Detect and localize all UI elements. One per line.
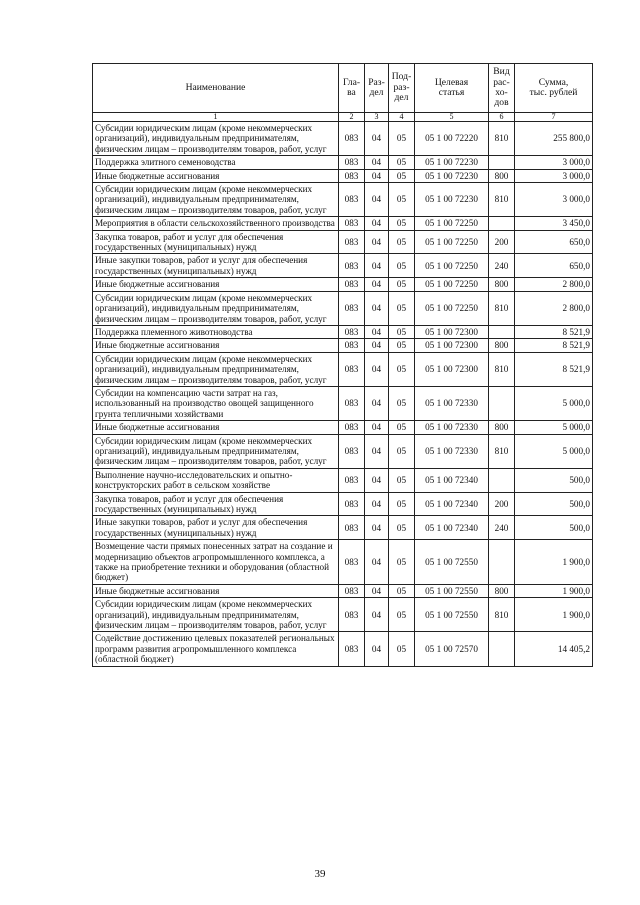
row-glava: 083 — [339, 434, 365, 468]
row-glava: 083 — [339, 230, 365, 254]
row-target-article: 05 1 00 72250 — [415, 254, 489, 278]
budget-sheet — [92, 63, 592, 667]
row-sum: 3 000,0 — [515, 156, 593, 169]
row-name: Поддержка племенного животноводства — [93, 325, 339, 338]
table-row — [93, 421, 593, 434]
row-name: Иные бюджетные ассигнования — [93, 339, 339, 352]
row-expense-type — [489, 217, 515, 230]
table-row — [93, 352, 593, 386]
row-target-article: 05 1 00 72250 — [415, 278, 489, 291]
row-name: Поддержка элитного семеноводства — [93, 156, 339, 169]
row-name: Субсидии юридическим лицам (кроме некоммерческих организаций), индивидуальным предпринимателям, физическим лицам – производителям товаров, работ, услуг — [93, 598, 339, 632]
row-expense-type: 200 — [489, 230, 515, 254]
row-podrazdel: 05 — [389, 492, 415, 516]
row-glava: 083 — [339, 339, 365, 352]
column-number-row — [93, 113, 593, 122]
header-glava: Гла- ва — [339, 64, 365, 113]
table-row — [93, 156, 593, 169]
row-name: Иные бюджетные ассигнования — [93, 169, 339, 182]
row-podrazdel: 05 — [389, 468, 415, 492]
budget-table — [92, 63, 593, 667]
row-expense-type: 240 — [489, 516, 515, 540]
header-razdel: Раз- дел — [365, 64, 389, 113]
table-row — [93, 540, 593, 585]
table-row — [93, 217, 593, 230]
row-glava: 083 — [339, 516, 365, 540]
table-row — [93, 339, 593, 352]
row-glava: 083 — [339, 156, 365, 169]
row-sum: 3 450,0 — [515, 217, 593, 230]
row-name: Субсидии юридическим лицам (кроме некоммерческих организаций), индивидуальным предпринимателям, физическим лицам – производителям товаров, работ, услуг — [93, 183, 339, 217]
table-row — [93, 183, 593, 217]
table-row — [93, 169, 593, 182]
row-sum: 500,0 — [515, 516, 593, 540]
row-glava: 083 — [339, 169, 365, 182]
row-target-article: 05 1 00 72220 — [415, 122, 489, 156]
row-sum: 14 405,2 — [515, 632, 593, 666]
row-sum: 5 000,0 — [515, 421, 593, 434]
row-name: Субсидии юридическим лицам (кроме некоммерческих организаций), индивидуальным предпринимателям, физическим лицам – производителям товаров, работ, услуг — [93, 291, 339, 325]
row-name: Закупка товаров, работ и услуг для обеспечения государственных (муниципальных) нужд — [93, 230, 339, 254]
row-podrazdel: 05 — [389, 122, 415, 156]
page-number: 39 — [314, 868, 326, 880]
row-razdel: 04 — [365, 540, 389, 585]
row-glava: 083 — [339, 632, 365, 666]
row-name: Закупка товаров, работ и услуг для обеспечения государственных (муниципальных) нужд — [93, 492, 339, 516]
row-target-article: 05 1 00 72250 — [415, 230, 489, 254]
table-row — [93, 230, 593, 254]
row-name: Субсидии юридическим лицам (кроме некоммерческих организаций), индивидуальным предпринимателям, физическим лицам – производителям товаров, работ, услуг — [93, 434, 339, 468]
row-expense-type — [489, 325, 515, 338]
row-target-article: 05 1 00 72300 — [415, 352, 489, 386]
row-podrazdel: 05 — [389, 217, 415, 230]
table-row — [93, 291, 593, 325]
row-expense-type: 800 — [489, 169, 515, 182]
row-target-article: 05 1 00 72550 — [415, 540, 489, 585]
row-sum: 2 800,0 — [515, 291, 593, 325]
header-row — [93, 64, 593, 113]
table-row — [93, 492, 593, 516]
row-podrazdel: 05 — [389, 632, 415, 666]
row-glava: 083 — [339, 468, 365, 492]
row-target-article: 05 1 00 72570 — [415, 632, 489, 666]
table-row — [93, 122, 593, 156]
row-name: Субсидии юридическим лицам (кроме некоммерческих организаций), индивидуальным предпринимателям, физическим лицам – производителям товаров, работ, услуг — [93, 352, 339, 386]
row-expense-type: 810 — [489, 434, 515, 468]
col-number: 5 — [415, 113, 489, 122]
row-podrazdel: 05 — [389, 291, 415, 325]
row-razdel: 04 — [365, 598, 389, 632]
row-razdel: 04 — [365, 230, 389, 254]
row-glava: 083 — [339, 421, 365, 434]
row-sum: 5 000,0 — [515, 434, 593, 468]
row-podrazdel: 05 — [389, 183, 415, 217]
row-name: Иные закупки товаров, работ и услуг для обеспечения государственных (муниципальных) нужд — [93, 254, 339, 278]
row-name: Мероприятия в области сельскохозяйственного производства — [93, 217, 339, 230]
row-sum: 8 521,9 — [515, 352, 593, 386]
row-razdel: 04 — [365, 386, 389, 420]
row-glava: 083 — [339, 254, 365, 278]
row-podrazdel: 05 — [389, 156, 415, 169]
row-razdel: 04 — [365, 632, 389, 666]
row-sum: 500,0 — [515, 468, 593, 492]
header-sum: Сумма, тыс. рублей — [515, 64, 593, 113]
row-expense-type: 800 — [489, 421, 515, 434]
row-target-article: 05 1 00 72330 — [415, 386, 489, 420]
row-name: Субсидии юридическим лицам (кроме некоммерческих организаций), индивидуальным предпринимателям, физическим лицам – производителям товаров, работ, услуг — [93, 122, 339, 156]
table-row — [93, 598, 593, 632]
row-target-article: 05 1 00 72300 — [415, 325, 489, 338]
row-target-article: 05 1 00 72230 — [415, 156, 489, 169]
row-expense-type — [489, 156, 515, 169]
row-razdel: 04 — [365, 468, 389, 492]
row-sum: 1 900,0 — [515, 584, 593, 597]
col-number: 6 — [489, 113, 515, 122]
row-glava: 083 — [339, 278, 365, 291]
row-podrazdel: 05 — [389, 352, 415, 386]
row-expense-type: 810 — [489, 122, 515, 156]
row-sum: 650,0 — [515, 254, 593, 278]
col-number: 4 — [389, 113, 415, 122]
row-podrazdel: 05 — [389, 421, 415, 434]
row-razdel: 04 — [365, 122, 389, 156]
row-target-article: 05 1 00 72230 — [415, 183, 489, 217]
row-target-article: 05 1 00 72300 — [415, 339, 489, 352]
row-expense-type — [489, 468, 515, 492]
row-target-article: 05 1 00 72250 — [415, 291, 489, 325]
row-podrazdel: 05 — [389, 339, 415, 352]
row-name: Иные бюджетные ассигнования — [93, 421, 339, 434]
row-podrazdel: 05 — [389, 230, 415, 254]
row-razdel: 04 — [365, 254, 389, 278]
table-row — [93, 434, 593, 468]
row-glava: 083 — [339, 122, 365, 156]
row-target-article: 05 1 00 72340 — [415, 492, 489, 516]
row-razdel: 04 — [365, 492, 389, 516]
row-podrazdel: 05 — [389, 434, 415, 468]
row-razdel: 04 — [365, 339, 389, 352]
row-expense-type: 800 — [489, 278, 515, 291]
row-podrazdel: 05 — [389, 325, 415, 338]
header-podrazdel: Под- раз- дел — [389, 64, 415, 113]
row-expense-type — [489, 632, 515, 666]
row-name: Выполнение научно-исследовательских и опытно-конструкторских работ в сельском хозяйстве — [93, 468, 339, 492]
row-razdel: 04 — [365, 183, 389, 217]
row-razdel: 04 — [365, 217, 389, 230]
table-row — [93, 468, 593, 492]
row-glava: 083 — [339, 540, 365, 585]
row-razdel: 04 — [365, 278, 389, 291]
row-target-article: 05 1 00 72550 — [415, 584, 489, 597]
table-row — [93, 386, 593, 420]
row-target-article: 05 1 00 72330 — [415, 421, 489, 434]
table-row — [93, 632, 593, 666]
table-row — [93, 516, 593, 540]
table-body — [93, 122, 593, 667]
row-name: Иные бюджетные ассигнования — [93, 278, 339, 291]
row-expense-type: 800 — [489, 339, 515, 352]
row-sum: 8 521,9 — [515, 325, 593, 338]
row-target-article: 05 1 00 72250 — [415, 217, 489, 230]
row-glava: 083 — [339, 598, 365, 632]
row-sum: 1 900,0 — [515, 540, 593, 585]
table-row — [93, 254, 593, 278]
row-podrazdel: 05 — [389, 516, 415, 540]
header-expense-type: Вид рас- хо- дов — [489, 64, 515, 113]
row-expense-type — [489, 386, 515, 420]
col-number: 7 — [515, 113, 593, 122]
row-razdel: 04 — [365, 516, 389, 540]
row-expense-type: 810 — [489, 183, 515, 217]
row-sum: 255 800,0 — [515, 122, 593, 156]
table-row — [93, 584, 593, 597]
table-row — [93, 325, 593, 338]
row-sum: 3 000,0 — [515, 169, 593, 182]
row-name: Возмещение части прямых понесенных затрат на создание и модернизацию объектов агропромышленного комплекса, а также на приобретение техники и оборудования (областной бюджет) — [93, 540, 339, 585]
row-razdel: 04 — [365, 421, 389, 434]
col-number: 2 — [339, 113, 365, 122]
row-expense-type: 810 — [489, 598, 515, 632]
row-sum: 8 521,9 — [515, 339, 593, 352]
row-target-article: 05 1 00 72340 — [415, 468, 489, 492]
row-expense-type — [489, 540, 515, 585]
row-name: Иные закупки товаров, работ и услуг для обеспечения государственных (муниципальных) нужд — [93, 516, 339, 540]
row-podrazdel: 05 — [389, 278, 415, 291]
row-podrazdel: 05 — [389, 584, 415, 597]
row-glava: 083 — [339, 386, 365, 420]
row-podrazdel: 05 — [389, 254, 415, 278]
row-glava: 083 — [339, 217, 365, 230]
row-expense-type: 810 — [489, 291, 515, 325]
row-glava: 083 — [339, 291, 365, 325]
row-razdel: 04 — [365, 584, 389, 597]
table-row — [93, 278, 593, 291]
row-target-article: 05 1 00 72330 — [415, 434, 489, 468]
row-sum: 2 800,0 — [515, 278, 593, 291]
row-razdel: 04 — [365, 325, 389, 338]
row-razdel: 04 — [365, 352, 389, 386]
row-expense-type: 200 — [489, 492, 515, 516]
row-sum: 650,0 — [515, 230, 593, 254]
row-razdel: 04 — [365, 291, 389, 325]
row-razdel: 04 — [365, 434, 389, 468]
header-target-article: Целевая статья — [415, 64, 489, 113]
row-podrazdel: 05 — [389, 598, 415, 632]
row-sum: 1 900,0 — [515, 598, 593, 632]
row-glava: 083 — [339, 183, 365, 217]
row-target-article: 05 1 00 72340 — [415, 516, 489, 540]
row-name: Субсидии на компенсацию части затрат на газ, использованный на производство овощей защищенного грунта тепличными хозяйствами — [93, 386, 339, 420]
row-expense-type: 810 — [489, 352, 515, 386]
col-number: 1 — [93, 113, 339, 122]
row-razdel: 04 — [365, 156, 389, 169]
row-name: Содействие достижению целевых показателей региональных программ развития агропромышленного комплекса (областной бюджет) — [93, 632, 339, 666]
row-glava: 083 — [339, 352, 365, 386]
row-sum: 3 000,0 — [515, 183, 593, 217]
row-glava: 083 — [339, 492, 365, 516]
row-expense-type: 800 — [489, 584, 515, 597]
row-podrazdel: 05 — [389, 169, 415, 182]
row-name: Иные бюджетные ассигнования — [93, 584, 339, 597]
row-target-article: 05 1 00 72550 — [415, 598, 489, 632]
row-podrazdel: 05 — [389, 540, 415, 585]
row-sum: 500,0 — [515, 492, 593, 516]
row-glava: 083 — [339, 584, 365, 597]
row-expense-type: 240 — [489, 254, 515, 278]
row-podrazdel: 05 — [389, 386, 415, 420]
row-glava: 083 — [339, 325, 365, 338]
col-number: 3 — [365, 113, 389, 122]
header-name: Наименование — [93, 64, 339, 113]
row-target-article: 05 1 00 72230 — [415, 169, 489, 182]
row-sum: 5 000,0 — [515, 386, 593, 420]
row-razdel: 04 — [365, 169, 389, 182]
